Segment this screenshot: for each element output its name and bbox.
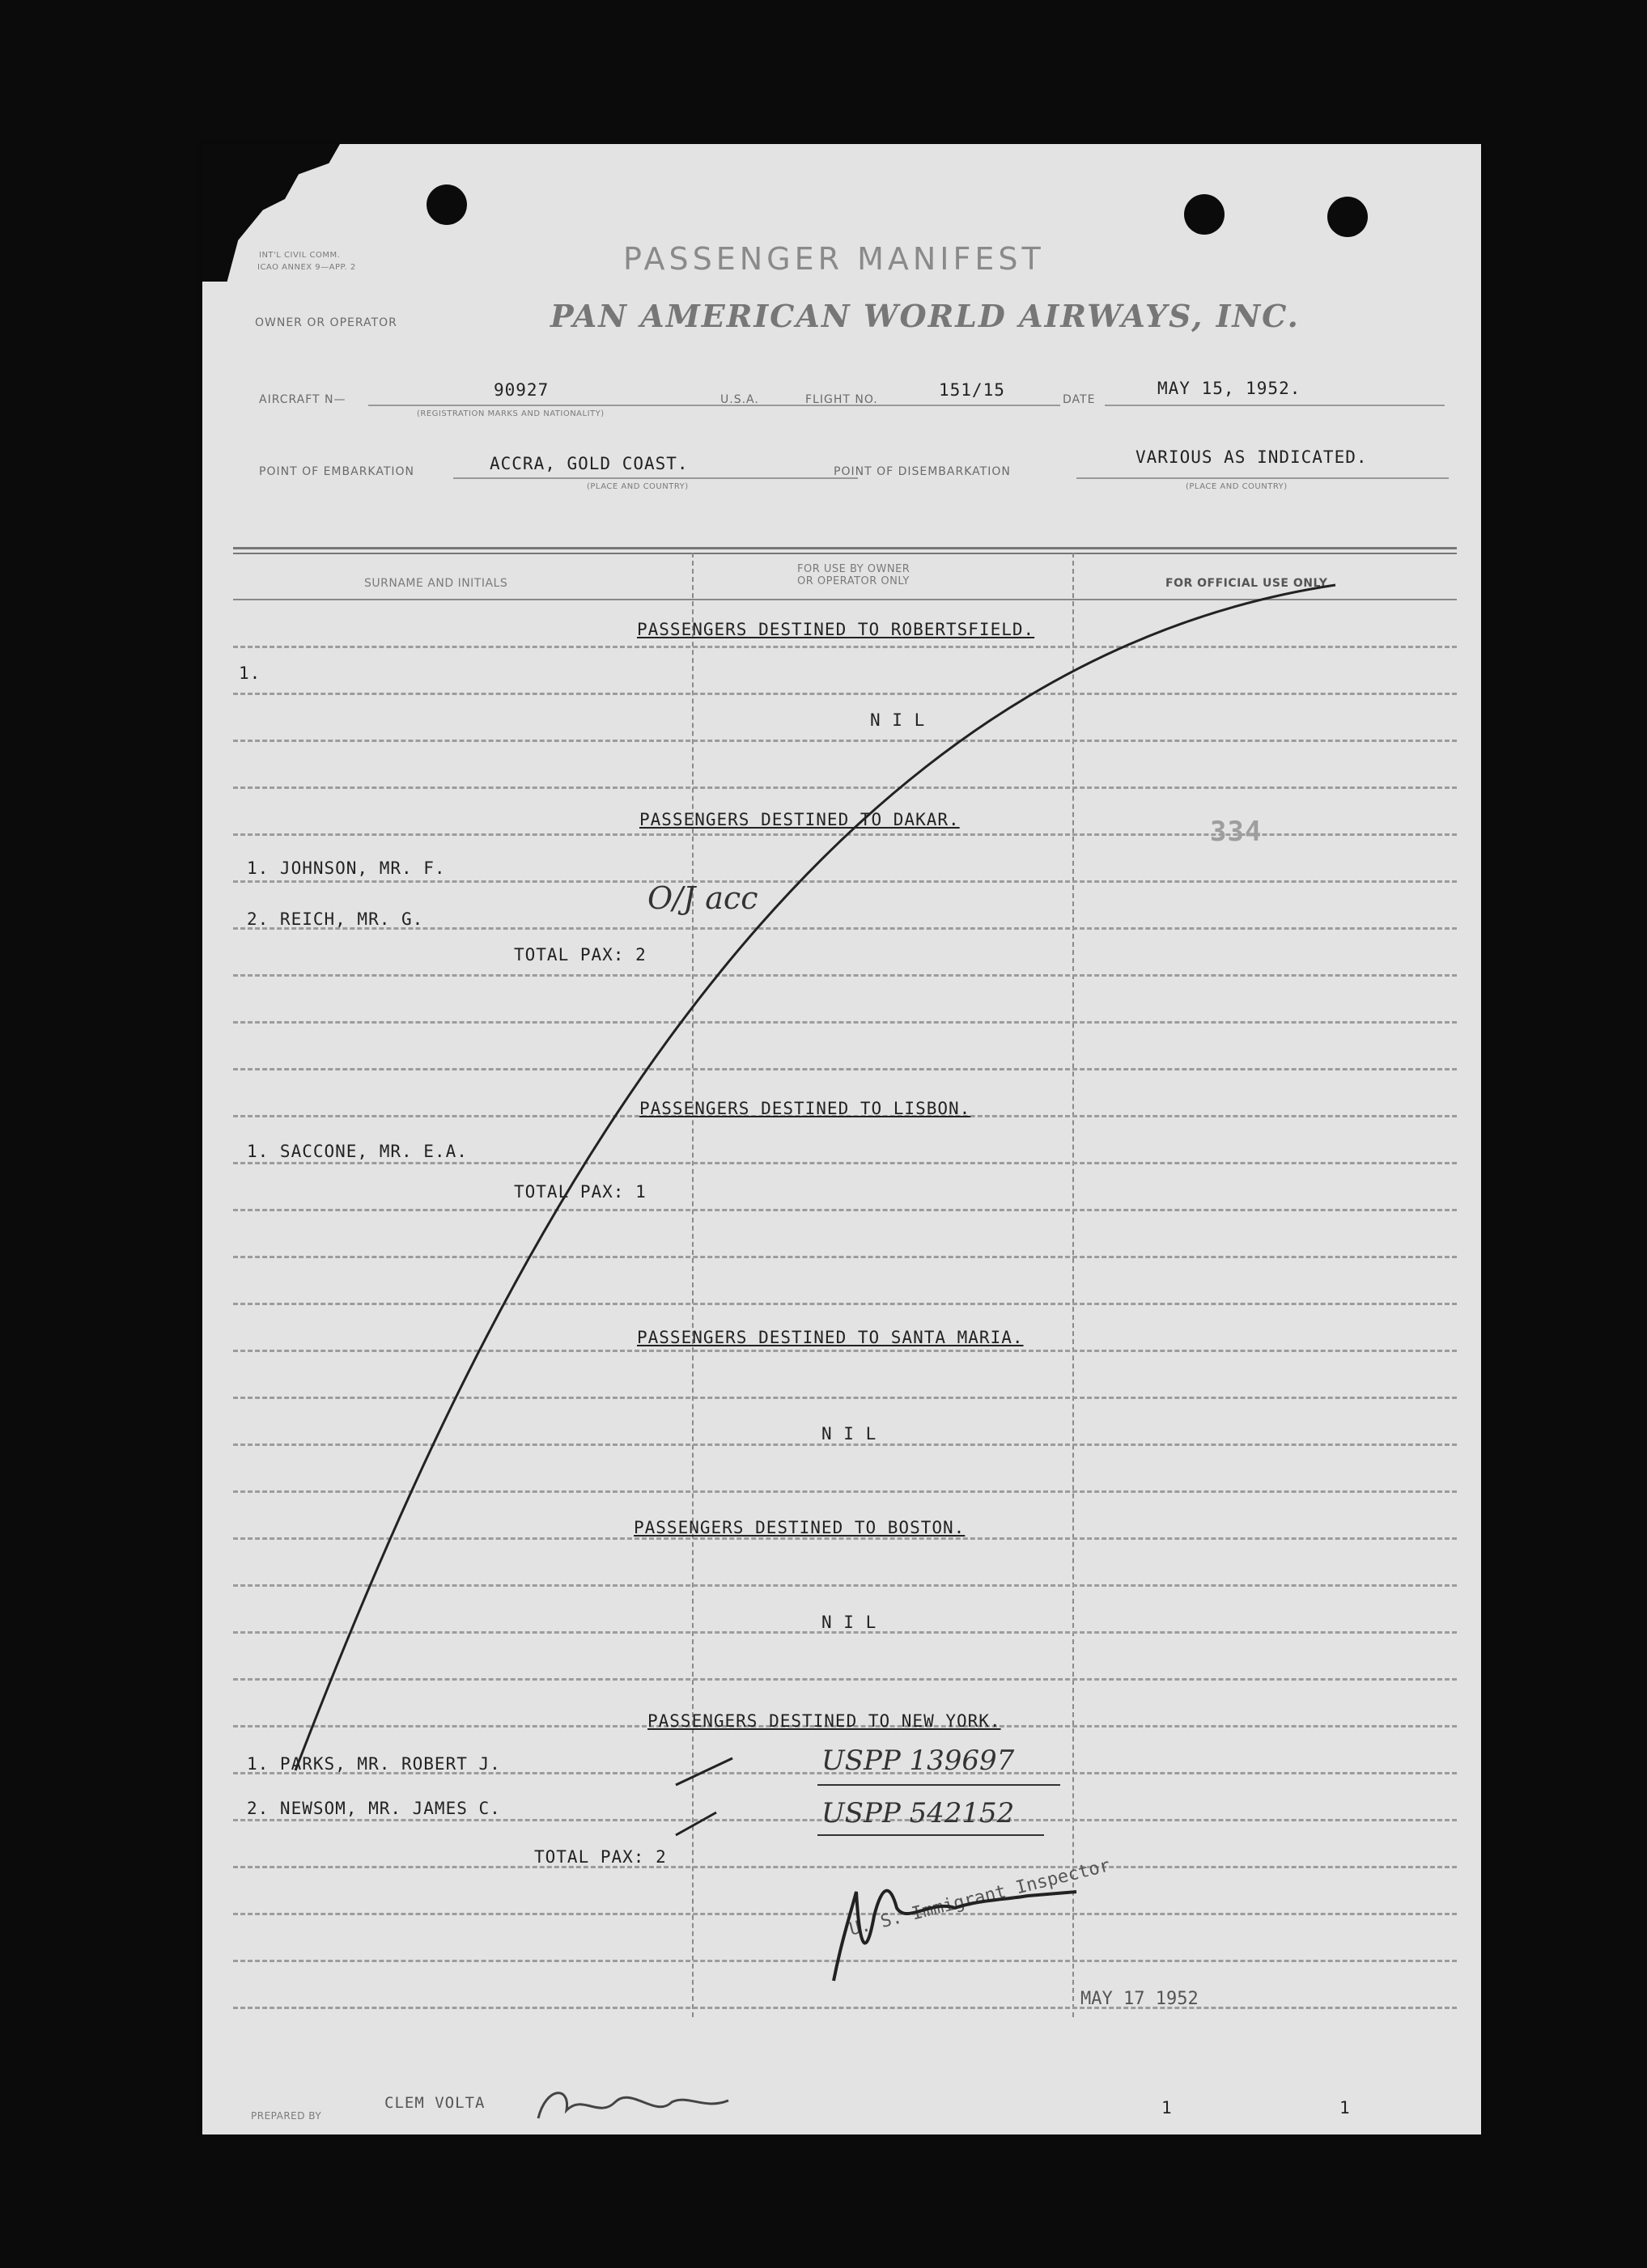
heading-new-york: PASSENGERS DESTINED TO NEW YORK. bbox=[647, 1711, 1001, 1731]
prepared-by-name: CLEM VOLTA bbox=[384, 2094, 486, 2112]
nil-boston: N I L bbox=[821, 1613, 877, 1632]
total-new-york: TOTAL PAX: 2 bbox=[534, 1847, 667, 1867]
total-lisbon: TOTAL PAX: 1 bbox=[514, 1182, 647, 1202]
passenger-reich: 2. REICH, MR. G. bbox=[247, 909, 424, 929]
operator-name: PAN AMERICAN WORLD AIRWAYS, INC. bbox=[550, 298, 1300, 334]
passenger-newsom: 2. NEWSOM, MR. JAMES C. bbox=[247, 1799, 501, 1818]
form-title: PASSENGER MANIFEST bbox=[623, 241, 1045, 277]
aircraft-note: (REGISTRATION MARKS AND NATIONALITY) bbox=[417, 409, 605, 418]
usa-label: U.S.A. bbox=[720, 393, 759, 406]
flight-label: FLIGHT NO. bbox=[805, 393, 878, 406]
passenger-saccone: 1. SACCONE, MR. E.A. bbox=[247, 1142, 468, 1161]
col-header-operator-line2: OR OPERATOR ONLY bbox=[797, 575, 910, 587]
disembark-label: POINT OF DISEMBARKATION bbox=[834, 465, 1011, 478]
diagonal-pen-stroke bbox=[295, 585, 1335, 1770]
owner-label: OWNER OR OPERATOR bbox=[255, 316, 397, 329]
col-header-names: SURNAME AND INITIALS bbox=[364, 577, 508, 590]
passport-parks: USPP 139697 bbox=[821, 1744, 1015, 1777]
flight-number: 151/15 bbox=[939, 380, 1005, 400]
heading-santa-maria: PASSENGERS DESTINED TO SANTA MARIA. bbox=[637, 1328, 1024, 1347]
page-number-right: 1 bbox=[1339, 2098, 1351, 2118]
disembark-note: (PLACE AND COUNTRY) bbox=[1186, 482, 1288, 491]
form-ref-line1: INT'L CIVIL COMM. bbox=[259, 251, 341, 260]
disembark-value: VARIOUS AS INDICATED. bbox=[1135, 447, 1368, 467]
passenger-johnson: 1. JOHNSON, MR. F. bbox=[247, 858, 446, 878]
date-label: DATE bbox=[1063, 393, 1096, 406]
heading-robertsfield: PASSENGERS DESTINED TO ROBERTSFIELD. bbox=[637, 620, 1035, 639]
nil-santa-maria: N I L bbox=[821, 1424, 877, 1443]
manifest-sheet bbox=[202, 144, 1481, 2134]
nil-robertsfield: N I L bbox=[870, 710, 926, 730]
passenger-parks: 1. PARKS, MR. ROBERT J. bbox=[247, 1754, 501, 1774]
passport-newsom: USPP 542152 bbox=[821, 1797, 1015, 1829]
heading-boston: PASSENGERS DESTINED TO BOSTON. bbox=[634, 1518, 966, 1537]
aircraft-label: AIRCRAFT N— bbox=[259, 393, 346, 406]
total-dakar: TOTAL PAX: 2 bbox=[514, 945, 647, 964]
inspector-stamp: U. S. Immigrant Inspector bbox=[847, 1855, 1113, 1940]
handwritten-note: O/J acc bbox=[647, 880, 758, 916]
col-header-operator-line1: FOR USE BY OWNER bbox=[797, 563, 911, 575]
preparer-signature bbox=[538, 2093, 728, 2118]
ink-overlay bbox=[202, 144, 1481, 2134]
inspector-signature bbox=[834, 1891, 1076, 1981]
col-header-official: FOR OFFICIAL USE ONLY bbox=[1165, 577, 1328, 590]
prepared-by-label: PREPARED BY bbox=[251, 2110, 322, 2122]
heading-dakar: PASSENGERS DESTINED TO DAKAR. bbox=[639, 810, 960, 829]
embark-label: POINT OF EMBARKATION bbox=[259, 465, 415, 478]
page-number-left: 1 bbox=[1161, 2098, 1173, 2118]
embark-value: ACCRA, GOLD COAST. bbox=[490, 454, 689, 473]
form-ref-line2: ICAO ANNEX 9—APP. 2 bbox=[257, 263, 356, 272]
stray-number: 1. bbox=[239, 663, 261, 683]
checkmark-newsom bbox=[676, 1812, 716, 1835]
embark-note: (PLACE AND COUNTRY) bbox=[587, 482, 689, 491]
heading-lisbon: PASSENGERS DESTINED TO LISBON. bbox=[639, 1099, 971, 1118]
aircraft-number: 90927 bbox=[494, 380, 550, 400]
faint-number: 334 bbox=[1210, 816, 1263, 848]
date-value: MAY 15, 1952. bbox=[1157, 379, 1301, 398]
checkmark-parks bbox=[676, 1758, 732, 1785]
stamp-date: MAY 17 1952 bbox=[1080, 1989, 1199, 2009]
